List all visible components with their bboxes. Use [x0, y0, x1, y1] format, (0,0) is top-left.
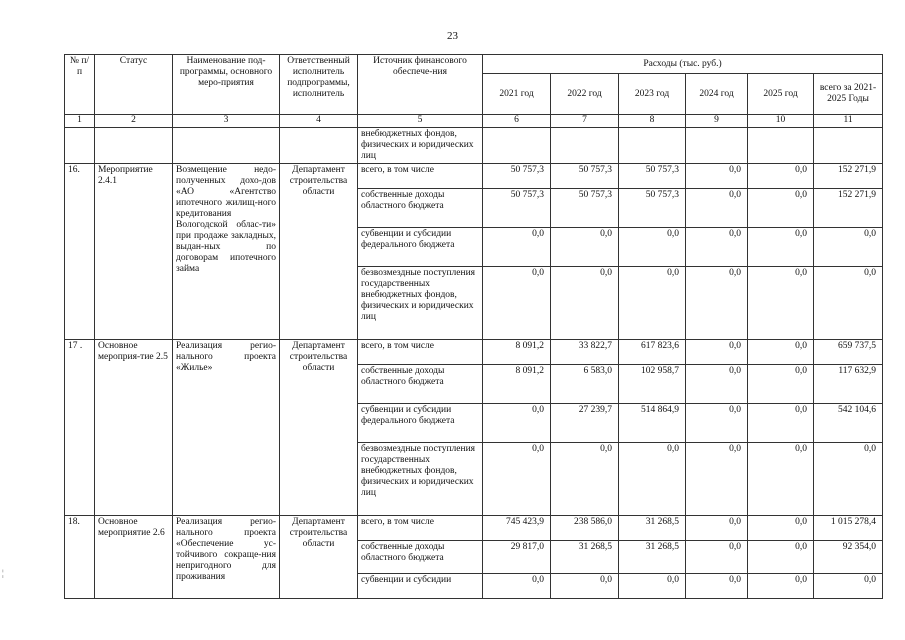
header-row: [65, 55, 883, 74]
row-executor: Департамент строительства области: [280, 164, 358, 340]
source-row: [65, 516, 883, 541]
value-2024: 0,0: [686, 516, 748, 541]
value-2021: 0,0: [483, 443, 551, 516]
value-2024: 0,0: [686, 365, 748, 404]
header-source: Источник финансового обеспече-ния: [358, 55, 483, 115]
value-2021: 50 757,3: [483, 164, 551, 189]
source-label: безвозмездные поступления государственных внебюджетных фондов, физических и юридических лиц: [358, 443, 483, 516]
value-2022: 27 239,7: [551, 404, 619, 443]
value-2023: 0,0: [619, 443, 686, 516]
empty-cell: [551, 128, 619, 164]
value-2021: 29 817,0: [483, 541, 551, 574]
header-2021: 2021 год: [483, 74, 551, 115]
value-2023: 50 757,3: [619, 164, 686, 189]
value-2025: 0,0: [748, 404, 814, 443]
value-2025: 0,0: [748, 340, 814, 365]
row-number: 16.: [65, 164, 95, 340]
value-2023: 50 757,3: [619, 189, 686, 228]
margin-mark: ¦: [2, 568, 4, 578]
colnum: 7: [551, 115, 619, 128]
colnum: 10: [748, 115, 814, 128]
value-2023: 0,0: [619, 267, 686, 340]
value-2025: 0,0: [748, 541, 814, 574]
value-2024: 0,0: [686, 443, 748, 516]
empty-cell: [619, 128, 686, 164]
value-2025: 0,0: [748, 516, 814, 541]
header-executor: Ответственный исполнитель подпрограммы, исполнитель: [280, 55, 358, 115]
header-total: всего за 2021-2025 Годы: [814, 74, 883, 115]
source-label: собственные доходы областного бюджета: [358, 365, 483, 404]
row-number: 18.: [65, 516, 95, 599]
source-row: [65, 340, 883, 365]
row-name: Возмещение недо-полученных дохо-дов «АО «Агентство ипотечного жилищ-ного кредитования Вологодской облас-ти» при продаже закладных, выдан-ных по договорам ипотечного займа: [173, 164, 280, 340]
colnum: 3: [173, 115, 280, 128]
empty-cell: [95, 128, 173, 164]
value-2023: 514 864,9: [619, 404, 686, 443]
source-label: субвенции и субсидии: [358, 574, 483, 599]
empty-cell: [280, 128, 358, 164]
row-status: Основное мероприятие 2.6: [95, 516, 173, 599]
header-no: № п/п: [65, 55, 95, 115]
value-2023: 0,0: [619, 574, 686, 599]
value-2023: 617 823,6: [619, 340, 686, 365]
value-2025: 0,0: [748, 228, 814, 267]
value-2022: 0,0: [551, 443, 619, 516]
value-total: 659 737,5: [814, 340, 883, 365]
header-2024: 2024 год: [686, 74, 748, 115]
source-label: субвенции и субсидии федерального бюджета: [358, 404, 483, 443]
value-2022: 33 822,7: [551, 340, 619, 365]
value-total: 117 632,9: [814, 365, 883, 404]
value-2022: 238 586,0: [551, 516, 619, 541]
value-2024: 0,0: [686, 267, 748, 340]
value-2025: 0,0: [748, 189, 814, 228]
value-2021: 0,0: [483, 267, 551, 340]
value-2022: 50 757,3: [551, 164, 619, 189]
value-2021: 8 091,2: [483, 340, 551, 365]
row-number: 17 .: [65, 340, 95, 516]
header-2023: 2023 год: [619, 74, 686, 115]
value-2024: 0,0: [686, 404, 748, 443]
source-label: субвенции и субсидии федерального бюджета: [358, 228, 483, 267]
value-2021: 0,0: [483, 574, 551, 599]
value-2021: 50 757,3: [483, 189, 551, 228]
source-label: всего, в том числе: [358, 164, 483, 189]
empty-cell: [814, 128, 883, 164]
colnum: 6: [483, 115, 551, 128]
value-total: 152 271,9: [814, 189, 883, 228]
value-2022: 6 583,0: [551, 365, 619, 404]
source-label: собственные доходы областного бюджета: [358, 541, 483, 574]
value-total: 0,0: [814, 443, 883, 516]
value-2022: 0,0: [551, 228, 619, 267]
value-2021: 745 423,9: [483, 516, 551, 541]
colnum: 11: [814, 115, 883, 128]
value-2021: 0,0: [483, 404, 551, 443]
value-2024: 0,0: [686, 164, 748, 189]
row-name: Реализация регио-нального проекта «Обеспечение ус-тойчивого сокраще-ния непригодного для проживания: [173, 516, 280, 599]
column-numbers-row: [65, 115, 883, 128]
value-2025: 0,0: [748, 365, 814, 404]
value-2024: 0,0: [686, 340, 748, 365]
colnum: 9: [686, 115, 748, 128]
expenses-table: [64, 54, 883, 599]
empty-cell: [65, 128, 95, 164]
value-total: 0,0: [814, 574, 883, 599]
value-2023: 0,0: [619, 228, 686, 267]
empty-cell: [483, 128, 551, 164]
source-label: безвозмездные поступления государственных внебюджетных фондов, физических и юридических лиц: [358, 267, 483, 340]
value-2022: 50 757,3: [551, 189, 619, 228]
value-total: 152 271,9: [814, 164, 883, 189]
source-row: [65, 164, 883, 189]
row-status: Основное мероприя-тие 2.5: [95, 340, 173, 516]
value-2025: 0,0: [748, 267, 814, 340]
colnum: 4: [280, 115, 358, 128]
value-2022: 31 268,5: [551, 541, 619, 574]
header-name: Наименование под-программы, основного меро-приятия: [173, 55, 280, 115]
header-status: Статус: [95, 55, 173, 115]
colnum: 5: [358, 115, 483, 128]
value-2023: 102 958,7: [619, 365, 686, 404]
value-2022: 0,0: [551, 574, 619, 599]
value-2021: 8 091,2: [483, 365, 551, 404]
value-2024: 0,0: [686, 228, 748, 267]
header-2022: 2022 год: [551, 74, 619, 115]
value-2021: 0,0: [483, 228, 551, 267]
carry-over-row: [65, 128, 883, 164]
value-total: 542 104,6: [814, 404, 883, 443]
value-2024: 0,0: [686, 541, 748, 574]
colnum: 2: [95, 115, 173, 128]
header-expenses: Расходы (тыс. руб.): [483, 55, 883, 74]
value-total: 0,0: [814, 228, 883, 267]
empty-cell: [748, 128, 814, 164]
value-2024: 0,0: [686, 574, 748, 599]
header-2025: 2025 год: [748, 74, 814, 115]
empty-cell: [686, 128, 748, 164]
value-2023: 31 268,5: [619, 541, 686, 574]
carry-over-source: внебюджетных фондов, физических и юридических лиц: [358, 128, 483, 164]
value-2024: 0,0: [686, 189, 748, 228]
value-2025: 0,0: [748, 574, 814, 599]
page-number: 23: [447, 30, 458, 42]
value-2022: 0,0: [551, 267, 619, 340]
empty-cell: [173, 128, 280, 164]
row-status: Мероприятие 2.4.1: [95, 164, 173, 340]
value-2023: 31 268,5: [619, 516, 686, 541]
source-label: всего, в том числе: [358, 340, 483, 365]
row-executor: Департамент строительства области: [280, 340, 358, 516]
value-2025: 0,0: [748, 443, 814, 516]
value-total: 1 015 278,4: [814, 516, 883, 541]
row-name: Реализация регио-нального проекта «Жилье»: [173, 340, 280, 516]
value-total: 0,0: [814, 267, 883, 340]
colnum: 1: [65, 115, 95, 128]
row-executor: Департамент строительства области: [280, 516, 358, 599]
value-total: 92 354,0: [814, 541, 883, 574]
source-label: всего, в том числе: [358, 516, 483, 541]
source-label: собственные доходы областного бюджета: [358, 189, 483, 228]
colnum: 8: [619, 115, 686, 128]
value-2025: 0,0: [748, 164, 814, 189]
